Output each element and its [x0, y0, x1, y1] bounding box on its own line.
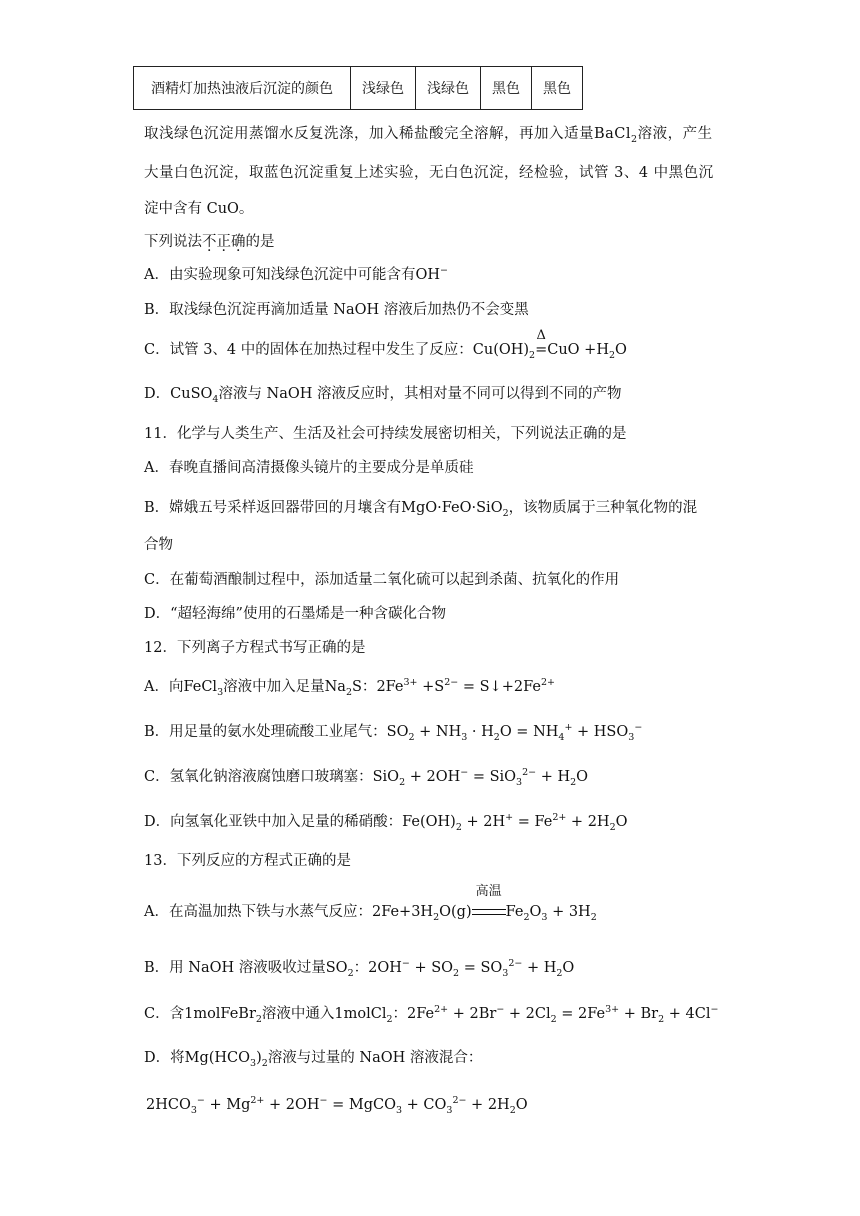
subscript: 2	[550, 1013, 557, 1025]
formula: = S↓+2Fe	[458, 679, 541, 695]
text: D．	[144, 386, 171, 402]
observation-table	[133, 66, 583, 110]
formula: = SO	[459, 960, 503, 976]
superscript: −	[196, 1095, 205, 1107]
formula: + CO	[402, 1097, 447, 1113]
text: 的是	[245, 234, 275, 250]
formula: Cu(OH)	[472, 342, 530, 358]
formula: + H	[536, 769, 571, 785]
formula: 2Fe	[376, 679, 404, 695]
text: C．试管 3、4 中的固体在加热过程中发生了反应：	[144, 342, 473, 358]
option-c	[144, 1004, 718, 1024]
formula: + 3H	[547, 904, 591, 920]
text: B．用足量的氨水处理硫酸工业尾气：	[144, 724, 387, 740]
delta-symbol: Δ	[536, 328, 546, 343]
option-b	[144, 958, 574, 978]
formula: O	[515, 1097, 528, 1113]
subscript: 3	[446, 1104, 453, 1116]
superscript: −	[460, 767, 469, 779]
subscript: 3	[516, 776, 523, 788]
superscript: −	[401, 958, 410, 970]
superscript: −	[440, 265, 448, 277]
superscript: 3+	[403, 677, 418, 689]
emphasis-char: 确	[231, 234, 246, 250]
subscript: 2	[455, 821, 462, 833]
text: 溶液与过量的 NaOH 溶液混合：	[267, 1050, 483, 1066]
subscript: 2	[493, 731, 500, 743]
text: A．在高温加热下铁与水蒸气反应：	[144, 904, 372, 920]
high-temperature-condition	[472, 884, 506, 922]
formula: +S	[417, 679, 445, 695]
formula: SiO	[372, 769, 400, 785]
text: S：	[352, 679, 377, 695]
subscript: 2	[570, 776, 577, 788]
option-d-equation	[146, 1095, 528, 1115]
formula: 2Fe	[407, 1006, 435, 1022]
table-cell: 黑色	[532, 67, 583, 110]
text: 取浅绿色沉淀用蒸馏水反复洗涤，加入稀盐酸完全溶解，再加入适量BaCl	[144, 126, 632, 142]
table-row	[134, 67, 583, 110]
formula: + HSO	[572, 724, 629, 740]
subscript: 3	[190, 1104, 197, 1116]
option-d	[144, 812, 628, 832]
subscript: 2	[502, 507, 509, 519]
option-b	[144, 722, 642, 742]
option-a	[144, 265, 448, 285]
emphasis-char: 不	[202, 234, 217, 250]
text: B．用 NaOH 溶液吸收过量SO	[144, 960, 348, 976]
formula: Fe(OH)	[402, 814, 456, 830]
subscript: 3	[461, 731, 468, 743]
text: 溶液中通入1molCl	[261, 1006, 387, 1022]
text: C．含1molFeBr	[144, 1006, 256, 1022]
text: 下列说法	[144, 234, 202, 250]
option-a	[144, 677, 555, 697]
subscript: 2	[609, 821, 616, 833]
paragraph-line: 淀中含有 CuO。	[144, 201, 254, 217]
superscript: 3+	[605, 1004, 620, 1016]
text: ：	[353, 960, 369, 976]
formula: + 4Cl	[664, 1006, 711, 1022]
superscript: 2+	[434, 1004, 449, 1016]
formula: + 2H	[461, 814, 506, 830]
formula: + Br	[619, 1006, 659, 1022]
option-b: B．取浅绿色沉淀再滴加适量 NaOH 溶液后加热仍不会变黑	[144, 302, 529, 318]
option-a	[144, 884, 597, 923]
formula: + 2Cl	[504, 1006, 551, 1022]
text: 溶液中加入足量Na	[223, 679, 346, 695]
text: B．嫦娥五号采样返回器带回的月壤含有MgO·FeO·SiO	[144, 500, 503, 516]
formula: · H	[467, 724, 494, 740]
formula: + SO	[409, 960, 454, 976]
superscript: 2−	[522, 767, 537, 779]
subscript: 2	[345, 686, 352, 698]
paragraph-line	[144, 124, 713, 144]
question-stem: 13．下列反应的方程式正确的是	[144, 853, 351, 869]
option-b	[144, 498, 697, 518]
option-d	[144, 1048, 482, 1068]
table-cell: 浅绿色	[351, 67, 416, 110]
formula: 2Fe+3H	[371, 904, 434, 920]
formula: O	[529, 904, 542, 920]
text: 溶液，产生	[637, 126, 713, 142]
superscript: 2−	[444, 677, 459, 689]
superscript: −	[496, 1004, 505, 1016]
formula: + NH	[414, 724, 462, 740]
subscript: 3	[395, 1104, 403, 1116]
text: A．向FeCl	[144, 679, 218, 695]
formula: + 2Br	[448, 1006, 497, 1022]
formula: O	[615, 342, 627, 358]
table-cell: 浅绿色	[416, 67, 481, 110]
superscript: +	[564, 722, 573, 734]
superscript: 2+	[552, 812, 567, 824]
formula: + 2H	[466, 1097, 510, 1113]
subscript: 2	[631, 133, 638, 145]
formula: = Fe	[513, 814, 553, 830]
subscript: 2	[529, 349, 536, 361]
text: C．氢氧化钠溶液腐蚀磨口玻璃塞：	[144, 769, 373, 785]
subscript: 3	[541, 911, 548, 923]
formula: SO	[386, 724, 409, 740]
subscript: 2	[408, 731, 415, 743]
formula: O	[576, 769, 589, 785]
subscript: 2	[608, 349, 616, 361]
subscript: 2	[590, 911, 597, 923]
subscript: 4	[212, 393, 219, 405]
subscript: 3	[250, 1057, 257, 1069]
subscript: 2	[433, 911, 440, 923]
formula: 2HCO	[146, 1097, 191, 1113]
formula: O	[615, 814, 628, 830]
table-cell: 黑色	[481, 67, 532, 110]
formula: = SiO	[468, 769, 517, 785]
option-c: C．在葡萄酒酿制过程中，添加适量二氧化硫可以起到杀菌、抗氧化的作用	[144, 572, 620, 588]
formula: CuSO	[170, 386, 213, 402]
condition-label: 高温	[475, 884, 502, 899]
formula: 2OH	[368, 960, 402, 976]
formula: O	[562, 960, 575, 976]
superscript: −	[710, 1004, 719, 1016]
paragraph-line: 大量白色沉淀，取蓝色沉淀重复上述实验，无白色沉淀，经检验，试管 3、4 中黑色沉	[144, 165, 714, 181]
subscript: 2	[556, 967, 563, 979]
formula: O(g)	[439, 904, 472, 920]
question-stem: 12．下列离子方程式书写正确的是	[144, 640, 366, 656]
superscript: 2−	[508, 958, 523, 970]
superscript: +	[505, 812, 514, 824]
text: ，该物质属于三种氧化物的混	[508, 500, 698, 516]
text: A．由实验现象可知浅绿色沉淀中可能含有OH	[144, 267, 441, 283]
option-a: A．春晚直播间高清摄像头镜片的主要成分是单质硅	[144, 460, 474, 476]
subscript: 2	[255, 1013, 262, 1025]
formula: + 2OH	[264, 1097, 320, 1113]
formula: = MgCO	[327, 1097, 396, 1113]
formula: Fe	[505, 904, 524, 920]
text: D．将Mg(HCO	[144, 1050, 251, 1066]
subscript: 2	[453, 967, 460, 979]
question-stem	[144, 232, 275, 252]
subscript: 2	[523, 911, 530, 923]
formula: + H	[522, 960, 557, 976]
formula: + Mg	[204, 1097, 251, 1113]
question-stem: 11．化学与人类生产、生活及社会可持续发展密切相关，下列说法正确的是	[144, 426, 627, 442]
subscript: 2	[509, 1104, 516, 1116]
subscript: 2	[658, 1013, 665, 1025]
heat-condition: Δ =	[535, 328, 548, 358]
option-d	[144, 384, 622, 404]
formula: + 2H	[566, 814, 610, 830]
subscript: 2	[386, 1013, 393, 1025]
text: ：	[392, 1006, 408, 1022]
table-cell: 酒精灯加热浊液后沉淀的颜色	[134, 67, 351, 110]
formula: = 2Fe	[556, 1006, 606, 1022]
formula: + 2OH	[405, 769, 461, 785]
superscript: 2+	[540, 677, 555, 689]
subscript: 2	[399, 776, 406, 788]
emphasis-char: 正	[216, 234, 231, 250]
formula: O = NH	[499, 724, 559, 740]
superscript: −	[634, 722, 643, 734]
subscript: 3	[628, 731, 635, 743]
text: 溶液与 NaOH 溶液反应时，其相对量不同可以得到不同的产物	[218, 386, 622, 402]
superscript: 2+	[250, 1095, 265, 1107]
subscript: 4	[558, 731, 565, 743]
subscript: 2	[347, 967, 354, 979]
text: D．向氢氧化亚铁中加入足量的稀硝酸：	[144, 814, 403, 830]
superscript: −	[319, 1095, 328, 1107]
formula: CuO +H	[547, 342, 609, 358]
subscript: 3	[502, 967, 509, 979]
option-b-continued: 合物	[144, 537, 173, 553]
text: )	[256, 1050, 262, 1066]
option-c	[144, 328, 627, 361]
option-d: D．“超轻海绵”使用的石墨烯是一种含碳化合物	[144, 606, 446, 622]
superscript: 2−	[452, 1095, 467, 1107]
option-c	[144, 767, 588, 787]
subscript: 3	[217, 686, 224, 698]
subscript: 2	[261, 1057, 268, 1069]
